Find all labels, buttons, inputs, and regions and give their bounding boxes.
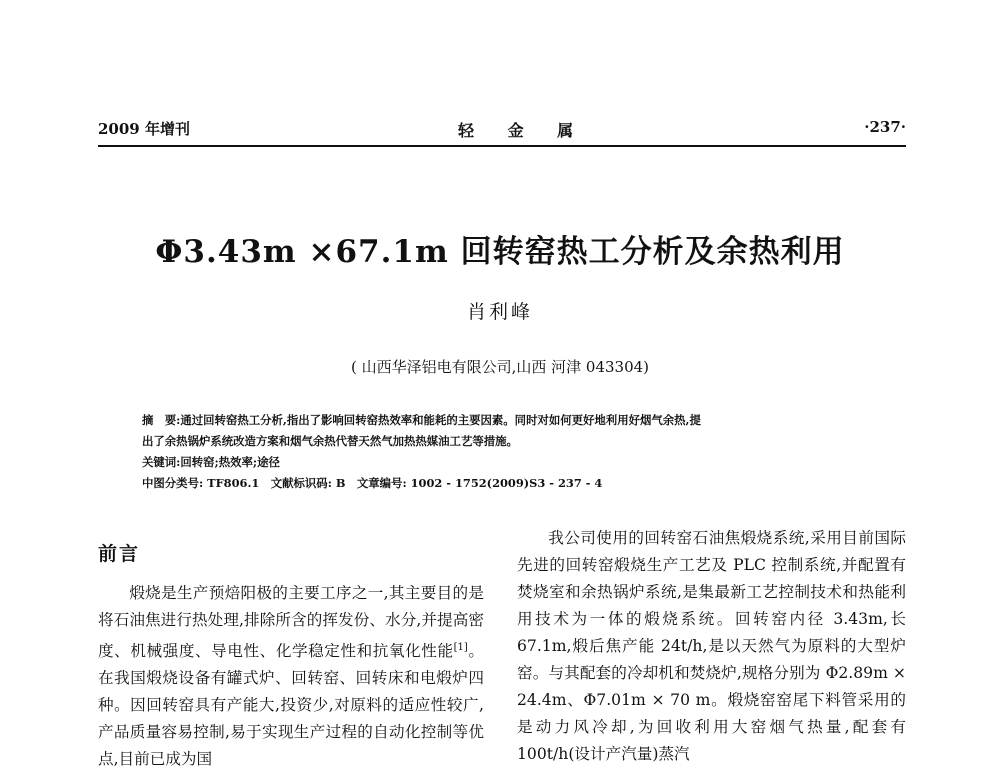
- abstract-line-2: 出了余热锅炉系统改造方案和烟气余热代替天然气加热热媒油工艺等措施。: [142, 434, 518, 448]
- section-heading: 前言: [98, 543, 141, 565]
- abstract-block: [142, 410, 832, 494]
- author-name: 肖利峰: [466, 301, 533, 323]
- classification: 中图分类号: TF806.1 文献标识码: B 文章编号: 1002 - 1752(2009)S3 - 237 - 4: [142, 476, 603, 490]
- journal-issue: 2009 年增刊: [98, 120, 190, 138]
- affiliation: ( 山西华泽铝电有限公司,山西 河津 043304): [350, 358, 650, 376]
- page-number: ·237·: [864, 118, 906, 136]
- right-column: [517, 525, 906, 768]
- citation-ref: [1]: [453, 642, 468, 653]
- paragraph-text: 。在我国煅烧设备有罐式炉、回转窑、回转床和电煅炉四种。因回转窑具有产能大,投资少,对原料的适应性较广,产品质量容易控制,易于实现生产过程的自动化控制等优点,目前已成为国: [98, 642, 484, 769]
- body-paragraph: [98, 580, 484, 773]
- running-header: [98, 118, 906, 142]
- keywords: 关键词:回转窑;热效率;途径: [142, 455, 280, 469]
- paragraph-text: 煅烧是生产预焙阳极的主要工序之一,其主要目的是将石油焦进行热处理,排除所含的挥发份、水分,并提高密度、机械强度、导电性、化学稳定性和抗氧化性能: [98, 584, 484, 661]
- left-column: [98, 525, 484, 773]
- body-paragraph: 我公司使用的回转窑石油焦煅烧系统,采用目前国际先进的回转窑煅烧生产工艺及 PLC 控制系统,并配置有焚烧室和余热锅炉系统,是集最新工艺控制技术和热能利用技术为一体的煅烧系统。回转窑内径 3.43m,长 67.1m,煅后焦产能 24t/h,是以天然气为原料的大型炉窑。与其配套的冷却机和焚烧炉,规格分别为 Φ2.89m × 24.4m、Φ7.01m × 70 m。煅烧窑窑尾下料管采用的是动力风冷却,为回收利用大窑烟气热量,配套有 100t/h(设计产汽量)蒸汽: [517, 529, 906, 763]
- journal-name: 轻 金 属: [458, 121, 588, 140]
- paper-title: Φ3.43m ×67.1m 回转窑热工分析及余热利用: [155, 234, 845, 270]
- abstract-line-1: 摘 要:通过回转窑热工分析,指出了影响回转窑热效率和能耗的主要因素。同时对如何更好地利用好烟气余热,提: [142, 413, 701, 427]
- header-rule: [98, 145, 906, 147]
